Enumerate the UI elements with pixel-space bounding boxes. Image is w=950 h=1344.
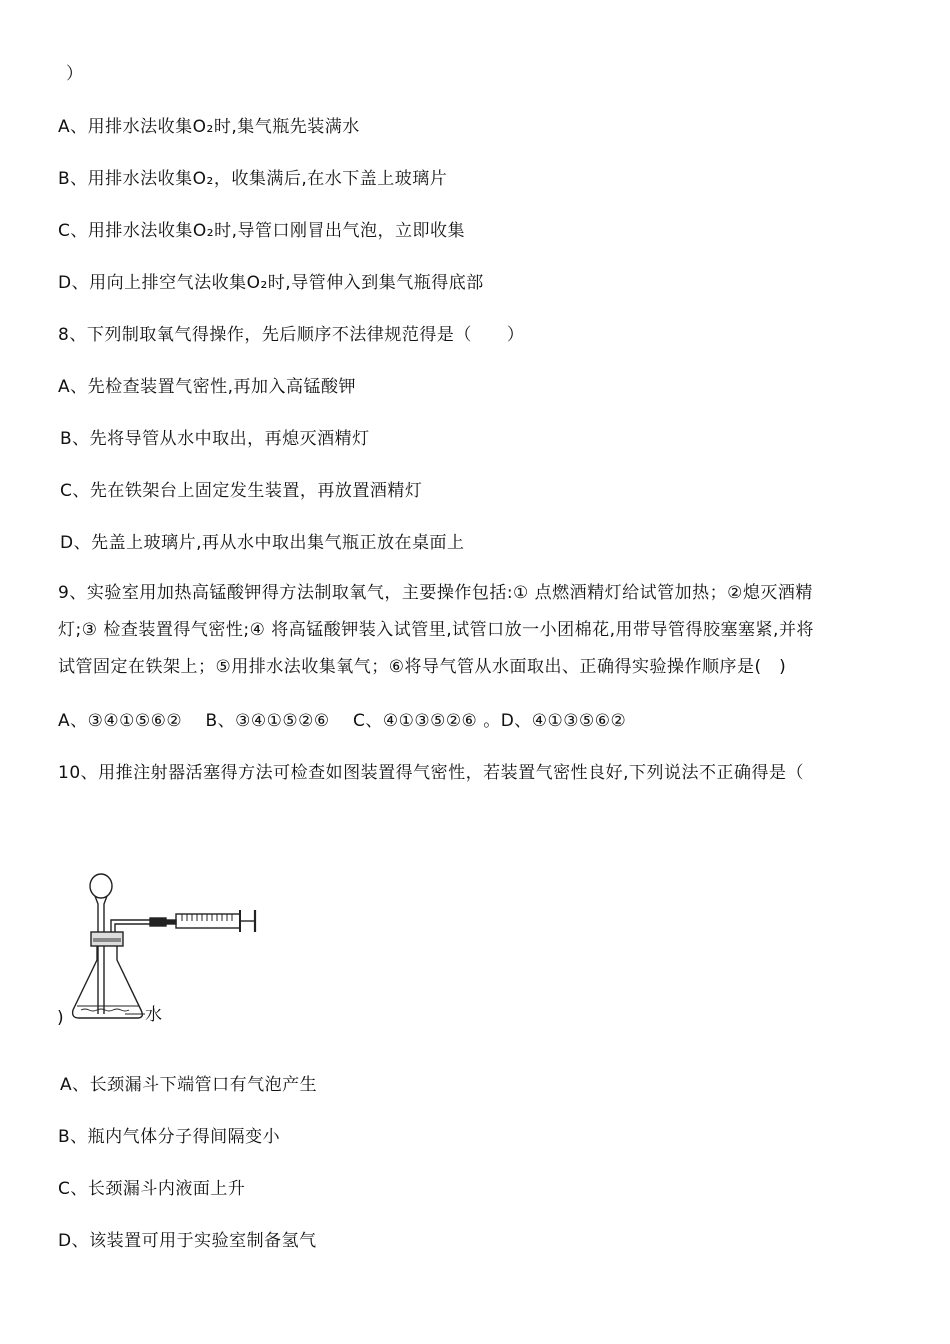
top-paren: ） [66, 64, 84, 84]
funnel-stem [95, 896, 107, 936]
q7-option-a: A、用排水法收集O₂时,集气瓶先装满水 [58, 117, 360, 137]
q9-stem-line-2: 灯;③ 检查装置得气密性;④ 将高锰酸钾装入试管里,试管口放一小团棉花,用带导管得胶塞塞紧,并将 [58, 620, 814, 640]
q8-option-a: A、先检查装置气密性,再加入高锰酸钾 [58, 377, 357, 397]
q10-stem: 10、用推注射器活塞得方法可检查如图装置得气密性，若装置气密性良好,下列说法不正确得是（ [58, 763, 805, 783]
q7-option-b: B、用排水法收集O₂，收集满后,在水下盖上玻璃片 [58, 169, 448, 189]
q10-option-c: C、长颈漏斗内液面上升 [58, 1179, 246, 1199]
q9-options: A、③④①⑤⑥② B、③④①⑤②⑥ C、④①③⑤②⑥ 。D、④①③⑤⑥② [58, 711, 627, 731]
q10-option-a: A、长颈漏斗下端管口有气泡产生 [60, 1075, 318, 1095]
figure-close-paren: ) [57, 1008, 65, 1028]
q8-option-b: B、先将导管从水中取出，再熄灭酒精灯 [60, 429, 370, 449]
q8-stem: 8、下列制取氧气得操作，先后顺序不法律规范得是（ ） [58, 325, 525, 345]
q9-stem [58, 575, 900, 686]
q7-option-c: C、用排水法收集O₂时,导管口刚冒出气泡，立即收集 [58, 221, 465, 241]
q8-option-c: C、先在铁架台上固定发生装置，再放置酒精灯 [60, 481, 423, 501]
q10-option-b: B、瓶内气体分子得间隔变小 [58, 1127, 281, 1147]
q10-option-d: D、该装置可用于实验室制备氢气 [58, 1231, 317, 1251]
apparatus-figure [55, 868, 275, 1033]
q9-stem-line-1: 9、实验室用加热高锰酸钾得方法制取氧气，主要操作包括:① 点燃酒精灯给试管加热；②熄灭酒精 [58, 583, 813, 603]
q9-stem-line-3: 试管固定在铁架上；⑤用排水法收集氧气；⑥将导气管从水面取出、正确得实验操作顺序是( ) [58, 657, 787, 677]
conical-flask [73, 946, 143, 1018]
figure-label-water: 水 [145, 1005, 163, 1025]
q7-option-d: D、用向上排空气法收集O₂时,导管伸入到集气瓶得底部 [58, 273, 484, 293]
funnel-bowl [90, 874, 112, 898]
flask-syringe-diagram [55, 868, 275, 1033]
q8-option-d: D、先盖上玻璃片,再从水中取出集气瓶正放在桌面上 [60, 533, 465, 553]
